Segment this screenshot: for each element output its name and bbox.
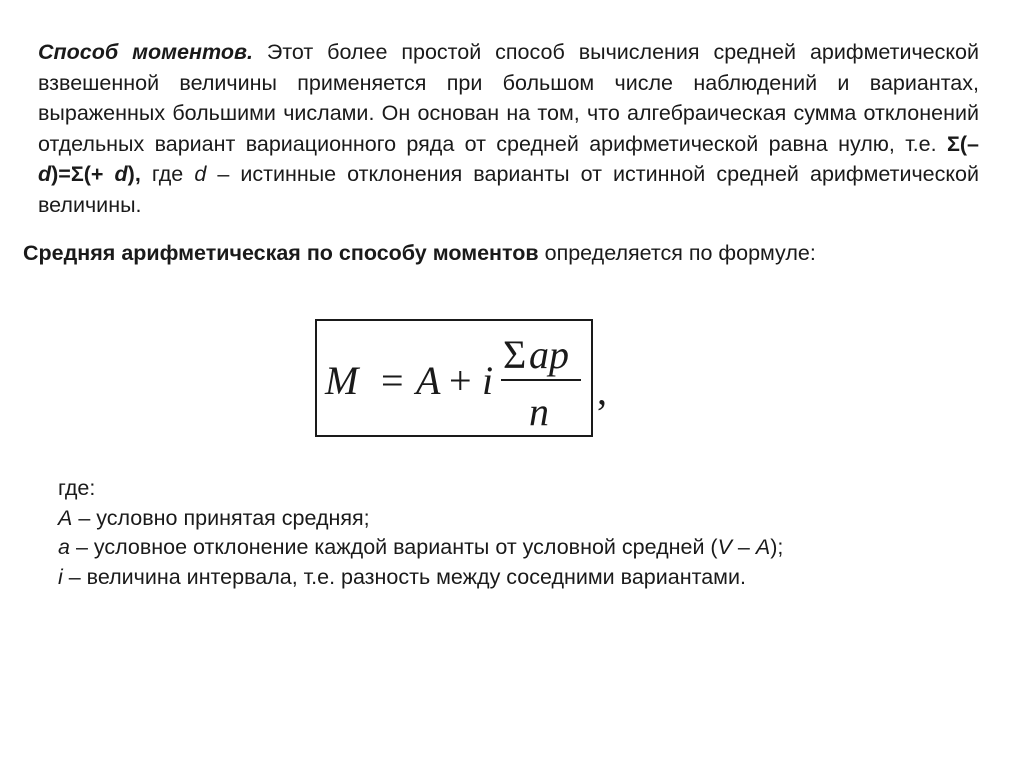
definition-text: – условное отклонение каждой варианты от условной средней ( (69, 535, 718, 559)
definition-a-symbol: A (755, 535, 771, 559)
formula-intro-rest: определяется по формуле: (538, 241, 816, 265)
where-text: где (140, 162, 195, 186)
formula-intro-paragraph (23, 238, 1003, 268)
moments-formula (315, 319, 625, 437)
formula-intro-bold: Средняя арифметическая по способу моментов (23, 241, 539, 265)
formula-trailing-comma: , (597, 368, 607, 413)
definition-text: – условно принятая средняя; (72, 505, 370, 530)
method-title: Способ моментов. (38, 40, 253, 64)
sum-d-negative: d (38, 162, 52, 186)
formula-lhs-m: M (325, 358, 359, 403)
definition-text: – величина интервала, т.е. разность между соседними вариантами. (62, 564, 746, 589)
formula-i: i (482, 358, 494, 403)
definition-symbol: a (58, 535, 70, 559)
formula-plus: + (449, 358, 472, 403)
definitions-intro: где: (58, 476, 96, 500)
d-symbol: d (194, 162, 207, 186)
method-description-paragraph (38, 37, 979, 220)
definition-v-symbol: V (717, 535, 732, 559)
definition-dash: – (731, 535, 756, 559)
d-definition-text: – истинные отклонения варианты от истинной средней арифметической величины. (38, 162, 980, 217)
formula-numerator-vars: ap (529, 332, 569, 377)
formula-denominator: n (529, 389, 549, 434)
definition-item-a-lower (58, 533, 988, 563)
definition-item-i (58, 563, 988, 593)
formula-numerator-sigma: Σ (503, 332, 527, 377)
definition-close: ); (770, 535, 784, 559)
definition-symbol: i (58, 564, 63, 589)
sum-d-positive: d (114, 162, 128, 186)
definitions-list (58, 474, 988, 592)
sum-left-open: Σ(– (946, 131, 979, 156)
sum-mid: )=Σ(+ (51, 162, 115, 186)
method-description-text: Этот более простой способ вычисления средней арифметической взвешенной величины применяется при большом числе наблюдений и вариантах, выраженных большими числами. Он основан на том, что алгебраическая сумма отклонений отдельных вариант вариационного ряда от средней арифметической равна нулю, т.е. (38, 40, 979, 156)
sum-close: ), (127, 162, 141, 186)
formula-a: A (416, 358, 441, 403)
definition-item-a-upper (58, 504, 988, 534)
definition-symbol: A (58, 505, 73, 530)
formula-equals: = (381, 358, 404, 403)
